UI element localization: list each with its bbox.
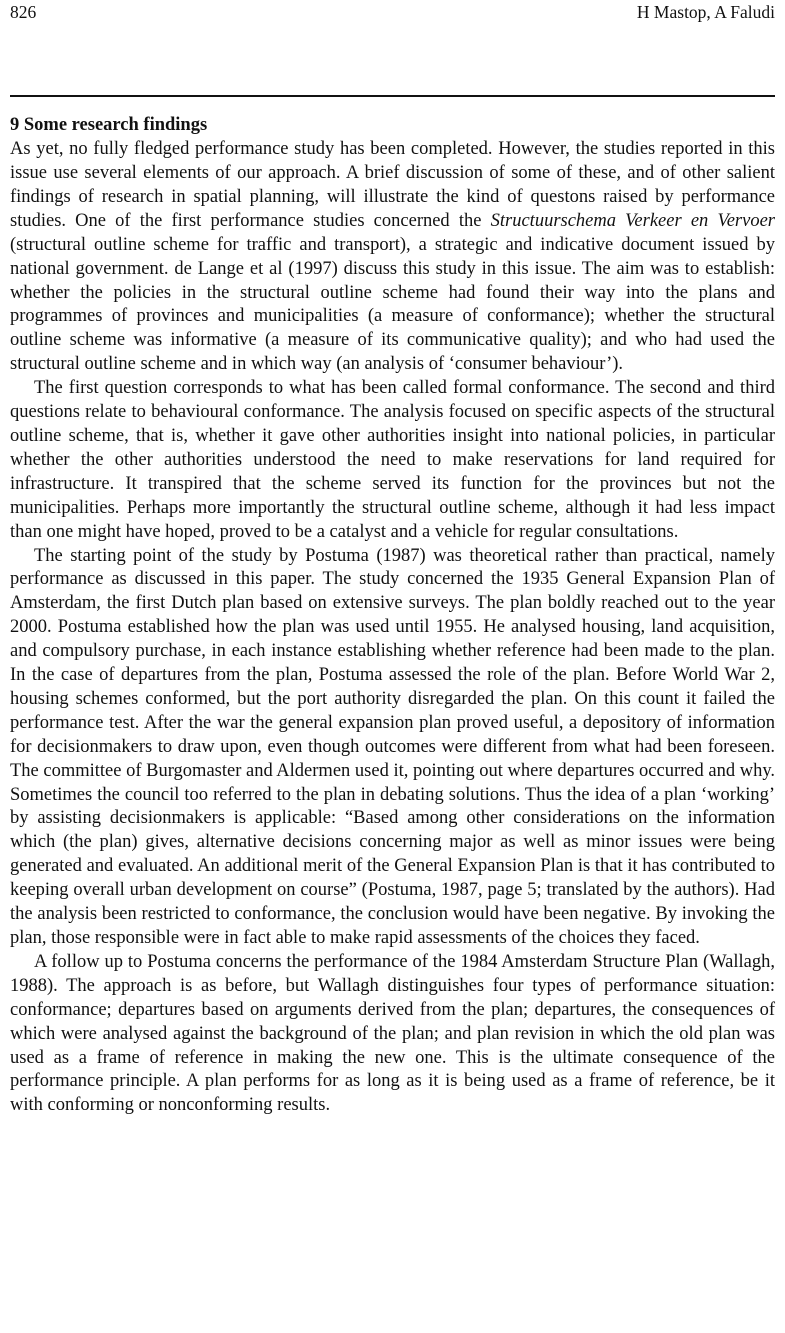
paragraph-3: The starting point of the study by Postuma (1987) was theoretical rather than practical, namely performance as discussed in this paper. The study concerned the 1935 General Expansion Plan of Amsterdam, the first Dutch plan based on extensive surveys. The plan boldly reached out to the year 2000. Postuma established how the plan was used until 1955. He analysed housing, land acquisition, and compulsory purchase, in each instance establishing whether reference had been made to the plan. In the case of departures from the plan, Postuma assessed the role of the plan. Before World War 2, housing schemes conformed, but the port authority disregarded the plan. On this count it failed the performance test. After the war the general expansion plan proved useful, a depository of information for decisionmakers to draw upon, even though outcomes were different from what had been foreseen. The committee of Burgomaster and Aldermen used it, pointing out where departures occurred and why. Sometimes the council too referred to the plan in debating solutions. Thus the idea of a plan ‘working’ by assisting decisionmakers is applicable: “Based among other considerations on the information which (the plan) gives, alternative decisions concerning major as well as minor issues were being generated and evaluated. An additional merit of the General Expansion Plan is that it has contributed to keeping overall urban development on course” (Postuma, 1987, page 5; translated by the authors). Had the analysis been restricted to conformance, the conclusion would have been negative. By invoking the plan, those responsible were in fact able to make rapid assessments of the choices they faced.: [10, 545, 775, 948]
paragraph-2: The first question corresponds to what has been called formal conformance. The second and third questions relate to behavioural conformance. The analysis focused on specific aspects of the structural outline scheme, that is, whether it gave other authorities insight into national policies, in particular whether the other authorities understood the need to make reservations for land required for infrastructure. It transpired that the scheme served its function for the provinces but not the municipalities. Perhaps more importantly the structural outline scheme, although it had less impact than one might have hoped, proved to be a catalyst and a vehicle for regular consultations.: [10, 378, 775, 542]
paragraph-4: A follow up to Postuma concerns the performance of the 1984 Amsterdam Structure Plan (Wallagh, 1988). The approach is as before, but Wallagh distinguishes four types of performance situation: conformance; departures based on arguments derived from the plan; departures, the consequences of which were analysed against the background of the plan; and plan revision in which the old plan was used as a frame of reference in making the new one. This is the ultimate consequence of the performance principle. A plan performs for as long as it is being used as a frame of reference, be it with conforming or nonconforming results.: [10, 951, 775, 1116]
header-rule: [10, 95, 775, 97]
paragraph-1: [10, 138, 775, 377]
paragraph-1-text-a: As yet, no fully fledged performance study has been completed. However, the studies reported in this issue use several elements of our approach. A brief discussion of some of these, and of other salient findings of research in spatial planning, will illustrate the kind of questons raised by performance studies. One of the first performance studies concerned the: [10, 139, 775, 231]
page-number: 826: [10, 2, 37, 22]
paragraph-1-italic-title: Structuurschema Verkeer en Vervoer: [490, 210, 775, 231]
article-body: [10, 113, 775, 1118]
running-head-authors: H Mastop, A Faludi: [636, 2, 775, 22]
section-heading: 9 Some research findings: [10, 115, 208, 135]
running-header: [10, 2, 775, 28]
paragraph-1-text-c: (structural outline scheme for traffic and transport), a strategic and indicative document issued by national government. de Lange et al (1997) discuss this study in this issue. The aim was to establish: whether the policies in the structural outline scheme had found their way into the plans and programmes of provinces and municipalities (a measure of conformance); whether the structural outline scheme was informative (a measure of its communicative quality); and who had used the structural outline scheme and in which way (an analysis of ‘consumer behaviour’).: [10, 234, 775, 375]
